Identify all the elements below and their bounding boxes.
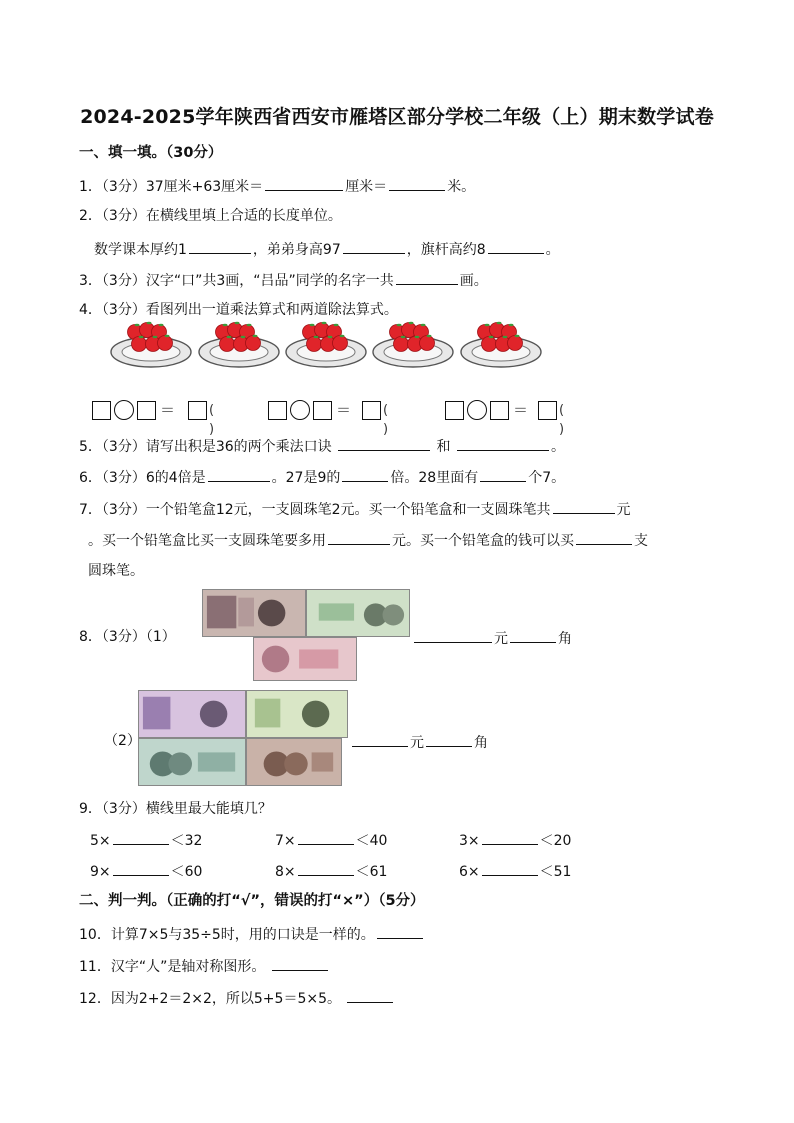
q6-blank-2[interactable] [342, 466, 388, 482]
q9-row-1-col-3 [459, 829, 571, 851]
apple [307, 337, 322, 352]
q9-row-2-col-3 [459, 860, 571, 882]
apple-leaf [247, 324, 252, 326]
apple-leaf [159, 324, 164, 326]
equals-sign: ＝ [160, 401, 176, 419]
banknote-2-jiao [306, 589, 410, 637]
q9-row-1-col-2 [275, 829, 387, 851]
answer-box[interactable] [313, 401, 332, 420]
question-5 [79, 435, 565, 457]
q9-blank[interactable] [482, 860, 538, 876]
question-8-part2-answer [350, 731, 488, 753]
q8-yuan-1: 元 [494, 631, 508, 647]
q1-blank-1[interactable] [265, 175, 343, 191]
apple-leaf [340, 335, 345, 337]
q9-expr: ＜61 [355, 864, 388, 880]
apple-leaf [227, 336, 232, 338]
question-7-line-2 [88, 529, 648, 551]
apple-leaf [334, 324, 339, 326]
q9-expr: 5× [90, 833, 111, 849]
q9-expr: ＜20 [539, 833, 572, 849]
q9-blank[interactable] [113, 829, 169, 845]
exam-title: 2024-2025学年陕西省西安市雁塔区部分学校二年级（上）期末数学试卷 [80, 106, 714, 128]
apple-leaf [421, 324, 426, 326]
apple-leaf [314, 336, 319, 338]
q1-blank-2[interactable] [389, 175, 445, 191]
q7-text-c: 。买一个铅笔盒比买一支圆珠笔要多用 [88, 533, 326, 549]
q6-blank-3[interactable] [480, 466, 526, 482]
q8-jiao-blank-1[interactable] [510, 627, 556, 643]
apple-leaf [497, 322, 502, 324]
q9-blank[interactable] [298, 829, 354, 845]
q7-text-a: 7．（3分）一个铅笔盒12元，一支圆珠笔2元。买一个铅笔盒和一支圆珠笔共 [79, 502, 551, 518]
q8-jiao-blank-2[interactable] [426, 731, 472, 747]
apple-leaf [223, 324, 228, 326]
q6-text-b: 。27是9的 [271, 470, 341, 486]
q1-text-a: 1．（3分）37厘米+63厘米＝ [79, 179, 264, 195]
banknote-1-jiao [246, 738, 342, 786]
apple-leaf [241, 336, 246, 338]
question-2-line-2 [94, 238, 560, 260]
answer-box[interactable] [538, 401, 557, 420]
q9-expr: 6× [459, 864, 480, 880]
answer-box[interactable] [490, 401, 509, 420]
q5-text-c: 。 [551, 439, 565, 455]
q8-yuan-blank-1[interactable] [414, 627, 492, 643]
q7-blank-3[interactable] [576, 529, 632, 545]
apple [333, 336, 348, 351]
q9-blank[interactable] [482, 829, 538, 845]
question-9: 9．（3分）横线里最大能填几？ [79, 801, 272, 817]
q10-blank[interactable] [377, 923, 423, 939]
apple-plates-svg [97, 318, 589, 390]
question-4: 4．（3分）看图列出一道乘法算式和两道除法算式。 [79, 302, 398, 318]
q7-text-d: 元。买一个铅笔盒的钱可以买 [392, 533, 574, 549]
q9-row-2-col-1 [90, 860, 202, 882]
apple-leaf [253, 335, 258, 337]
q7-text-b: 元 [616, 502, 631, 518]
q3-blank[interactable] [396, 269, 458, 285]
q9-expr: 7× [275, 833, 296, 849]
apple [508, 336, 523, 351]
question-8-part2: （2） [104, 733, 141, 749]
q3-text-b: 画。 [459, 273, 488, 289]
q8-yuan-blank-2[interactable] [352, 731, 408, 747]
question-10 [79, 923, 425, 945]
q5-text-b: 和 [436, 439, 451, 455]
plate-with-apples [461, 322, 541, 367]
question-8-part1-answer [412, 627, 572, 649]
q2-text-d: 。 [545, 242, 560, 258]
apple [220, 337, 235, 352]
question-3 [79, 269, 488, 291]
q8-yuan-2: 元 [410, 735, 424, 751]
answer-box[interactable] [188, 401, 207, 420]
question-7-line-3: 圆珠笔。 [88, 563, 144, 579]
plate-with-apples [111, 322, 191, 367]
apple-leaf [135, 324, 140, 326]
apple [420, 336, 435, 351]
answer-box[interactable] [445, 401, 464, 420]
apple-leaf [409, 322, 414, 324]
banknote-5-jiao [253, 637, 357, 681]
q5-blank-1[interactable] [338, 435, 430, 451]
q5-blank-2[interactable] [457, 435, 549, 451]
banknote-5-yuan [138, 690, 246, 738]
section-fill-in-heading: 一、填一填。（30分） [79, 145, 223, 161]
apple [246, 336, 261, 351]
q2-blank-2[interactable] [343, 238, 405, 254]
q2-blank-1[interactable] [189, 238, 251, 254]
q5-text-a: 5．（3分）请写出积是36的两个乘法口诀 [79, 439, 332, 455]
q7-blank-2[interactable] [328, 529, 390, 545]
answer-box[interactable] [92, 401, 111, 420]
operator-circle[interactable] [467, 400, 487, 420]
q8-jiao-2: 角 [474, 735, 488, 751]
apple-leaf [401, 336, 406, 338]
q11-blank[interactable] [272, 955, 328, 971]
q9-expr: ＜32 [170, 833, 203, 849]
q7-text-e: 支 [634, 533, 648, 549]
operator-circle[interactable] [290, 400, 310, 420]
plate-with-apples [286, 322, 366, 367]
apple-leaf [509, 324, 514, 326]
apple-leaf [310, 324, 315, 326]
q10-text: 10．计算7×5与35÷5时，用的口诀是一样的。 [79, 927, 375, 943]
plate-with-apples [373, 322, 453, 367]
plate-with-apples [199, 322, 279, 367]
q7-blank-1[interactable] [553, 498, 615, 514]
question-2: 2．（3分）在横线里填上合适的长度单位。 [79, 208, 342, 224]
q11-text: 11．汉字“人”是轴对称图形。 [79, 959, 266, 975]
question-8: 8．（3分）（1） [79, 629, 176, 645]
q9-expr: 8× [275, 864, 296, 880]
banknote-10-yuan [202, 589, 306, 637]
q3-text-a: 3．（3分）汉字“口”共3画，“吕品”同学的名字一共 [79, 273, 394, 289]
unit-parens: ( ) [209, 403, 215, 437]
q6-text-d: 个7。 [528, 470, 566, 486]
q2-text-c: ，旗杆高约8 [406, 242, 486, 258]
q9-blank[interactable] [113, 860, 169, 876]
banknote-1-yuan [246, 690, 348, 738]
apple-leaf [415, 336, 420, 338]
question-6 [79, 466, 565, 488]
apple-leaf [515, 335, 520, 337]
q1-text-b: 厘米＝ [345, 179, 388, 195]
apple-leaf [147, 322, 152, 324]
question-1 [79, 175, 475, 197]
q6-blank-1[interactable] [208, 466, 270, 482]
apple-plates-image [97, 318, 589, 390]
apple-leaf [397, 324, 402, 326]
apple-leaf [235, 322, 240, 324]
unit-parens: ( ) [383, 403, 389, 437]
answer-box[interactable] [362, 401, 381, 420]
q6-text-c: 倍。28里面有 [390, 470, 479, 486]
q6-text-a: 6．（3分）6的4倍是 [79, 470, 206, 486]
apple-leaf [328, 336, 333, 338]
apple [482, 337, 497, 352]
q9-expr: 9× [90, 864, 111, 880]
apple-leaf [489, 336, 494, 338]
q12-blank[interactable] [347, 987, 393, 1003]
equals-sign: ＝ [336, 401, 352, 419]
unit-parens: ( ) [559, 403, 565, 437]
q9-expr: ＜60 [170, 864, 203, 880]
apple-leaf [322, 322, 327, 324]
q8-jiao-1: 角 [558, 631, 572, 647]
apple [132, 337, 147, 352]
answer-box[interactable] [137, 401, 156, 420]
answer-box[interactable] [268, 401, 287, 420]
apple-leaf [139, 336, 144, 338]
q9-row-1-col-1 [90, 829, 202, 851]
apple-leaf [485, 324, 490, 326]
apple-leaf [503, 336, 508, 338]
q2-text-b: ，弟弟身高97 [252, 242, 341, 258]
q9-expr: ＜40 [355, 833, 388, 849]
operator-circle[interactable] [114, 400, 134, 420]
q2-blank-3[interactable] [488, 238, 544, 254]
banknote-2-jiao-b [138, 738, 246, 786]
apple-leaf [153, 336, 158, 338]
q12-text: 12．因为2+2＝2×2，所以5+5＝5×5。 [79, 991, 341, 1007]
apple [394, 337, 409, 352]
apple-leaf [165, 335, 170, 337]
q1-text-c: 米。 [447, 179, 476, 195]
equals-sign: ＝ [513, 401, 529, 419]
q9-expr: ＜51 [539, 864, 572, 880]
q9-row-2-col-2 [275, 860, 387, 882]
q2-text-a: 数学课本厚约1 [94, 242, 187, 258]
section-judge-heading: 二、判一判。（正确的打“√”，错误的打“×”）（5分） [79, 893, 425, 909]
question-7 [79, 498, 631, 520]
q9-blank[interactable] [298, 860, 354, 876]
apple-leaf [427, 335, 432, 337]
q9-expr: 3× [459, 833, 480, 849]
apple [158, 336, 173, 351]
question-11 [79, 955, 330, 977]
question-12 [79, 987, 395, 1009]
